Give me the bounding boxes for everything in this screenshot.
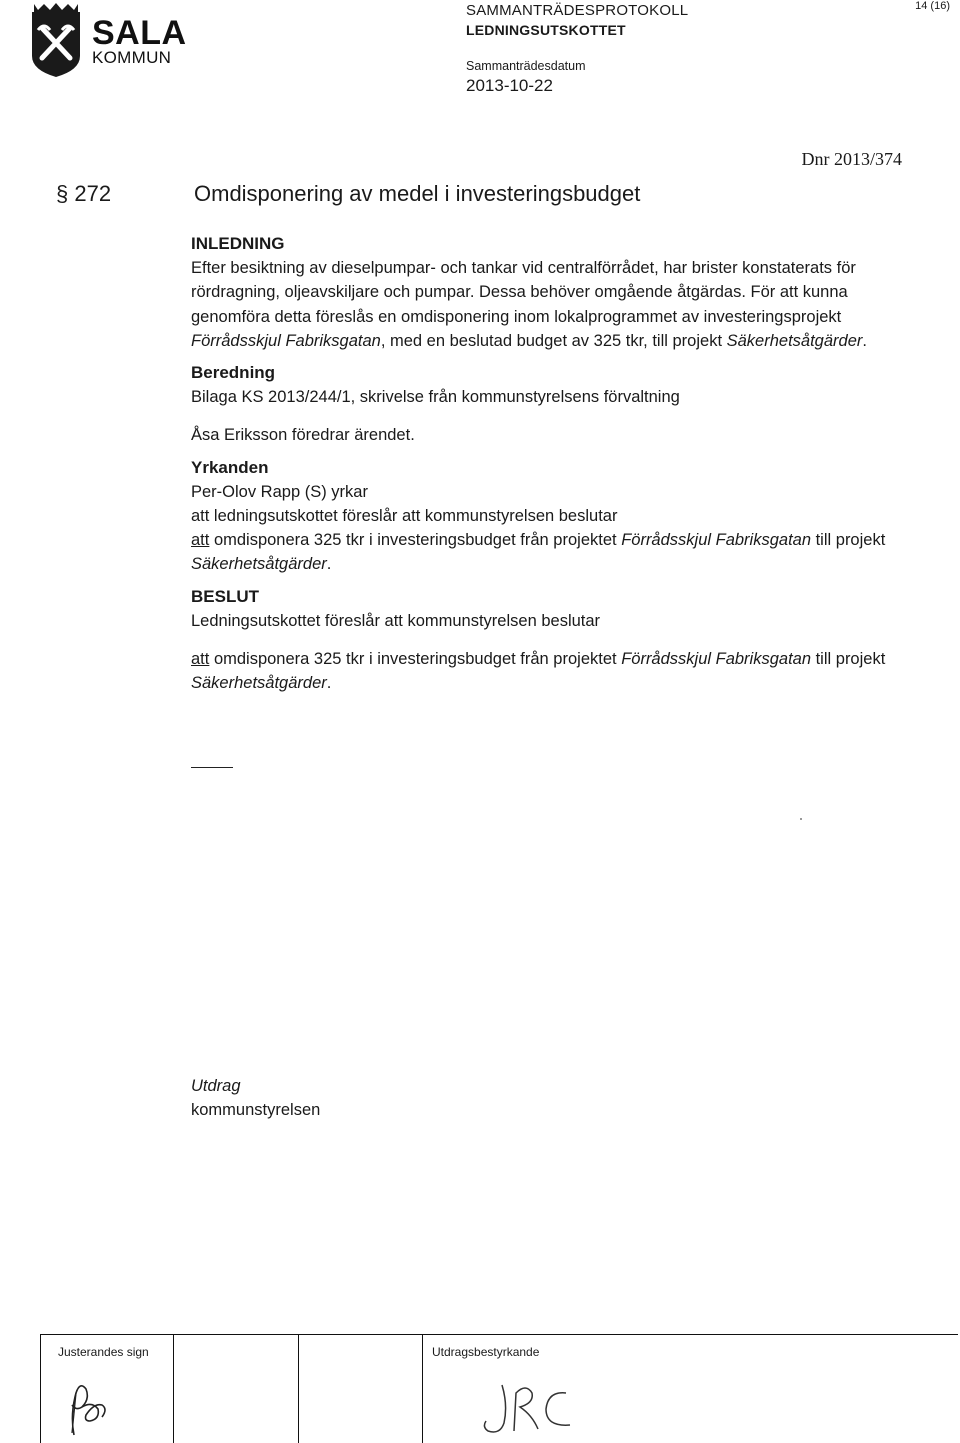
section-end-rule [191,767,233,768]
extract-recipient: kommunstyrelsen [191,1101,321,1119]
signature-box-divider [422,1335,423,1443]
inledning-text [191,256,911,353]
section-title: Omdisponering av medel i investeringsbudget [194,181,641,206]
decision-text-part: . [326,674,332,693]
yrkanden-proposal [191,528,911,576]
inledning-heading: INLEDNING [191,234,285,253]
handwritten-initials-icon [52,1375,122,1441]
extract-label: Utdrag [191,1077,241,1095]
att-marker: att [191,650,210,669]
project-from-name: Förrådsskjul Fabriksgatan [191,331,381,350]
yrkanden-motion: att ledningsutskottet föreslår att kommunstyrelsen beslutar [191,507,618,526]
beredning-presenter: Åsa Eriksson föredrar ärendet. [191,426,415,445]
inledning-text-part: . [862,331,867,350]
handwritten-initials-icon [474,1375,584,1441]
decision-text-part: till projekt [811,650,886,669]
proposal-text-part: till projekt [811,531,886,550]
meeting-date-label: Sammanträdesdatum [466,59,586,73]
beslut-decision [191,647,911,695]
committee-name: LEDNINGSUTSKOTTET [466,22,626,38]
signature-box [40,1334,958,1443]
signature-box-divider [298,1335,299,1443]
inledning-text-part: , med en beslutad budget av 325 tkr, till projekt [380,331,727,350]
proposal-text-part: . [326,555,332,574]
beredning-attachment: Bilaga KS 2013/244/1, skrivelse från kommunstyrelsens förvaltning [191,388,680,407]
utdragsbestyrkande-label: Utdragsbestyrkande [432,1345,540,1359]
project-to-name: Säkerhetsåtgärder [726,331,863,350]
att-marker: att [191,531,210,550]
document-body [191,232,911,695]
logo-subtitle: KOMMUN [92,48,172,67]
beslut-heading: BESLUT [191,586,259,606]
justerandes-sign-label: Justerandes sign [58,1345,149,1359]
scan-speck [800,818,802,820]
yrkanden-proposer: Per-Olov Rapp (S) yrkar [191,482,368,501]
signature-box-divider [40,1335,41,1443]
beredning-heading: Beredning [191,363,276,383]
proposal-text-part: omdisponera 325 tkr i investeringsbudget från projektet [209,531,622,550]
paragraph-number: § 272 [56,181,112,206]
logo-name: SALA [92,14,187,52]
document-type: SAMMANTRÄDESPROTOKOLL [466,2,689,19]
inledning-text-part: Efter besiktning av dieselpumpar- och tankar vid centralförrådet, har brister konstaterats för rördragning, oljeavskiljare och pumpar. Dessa behöver omgående åtgärdas. För att kunna genomföra detta föreslås en omdisponering inom lokalprogrammet av investeringsprojekt [191,259,856,326]
project-from-name: Förrådsskjul Fabriksgatan [621,531,812,550]
meeting-date: 2013-10-22 [466,76,553,95]
signature-box-divider [173,1335,174,1443]
decision-text-part: omdisponera 325 tkr i investeringsbudget från projektet [209,650,622,669]
yrkanden-heading: Yrkanden [191,457,269,477]
project-from-name: Förrådsskjul Fabriksgatan [621,650,812,669]
case-number: Dnr 2013/374 [801,149,902,169]
page-number: 14 (16) [915,0,950,12]
beslut-motion: Ledningsutskottet föreslår att kommunstyrelsen beslutar [191,611,601,630]
project-to-name: Säkerhetsåtgärder [191,674,327,693]
project-to-name: Säkerhetsåtgärder [191,555,327,574]
